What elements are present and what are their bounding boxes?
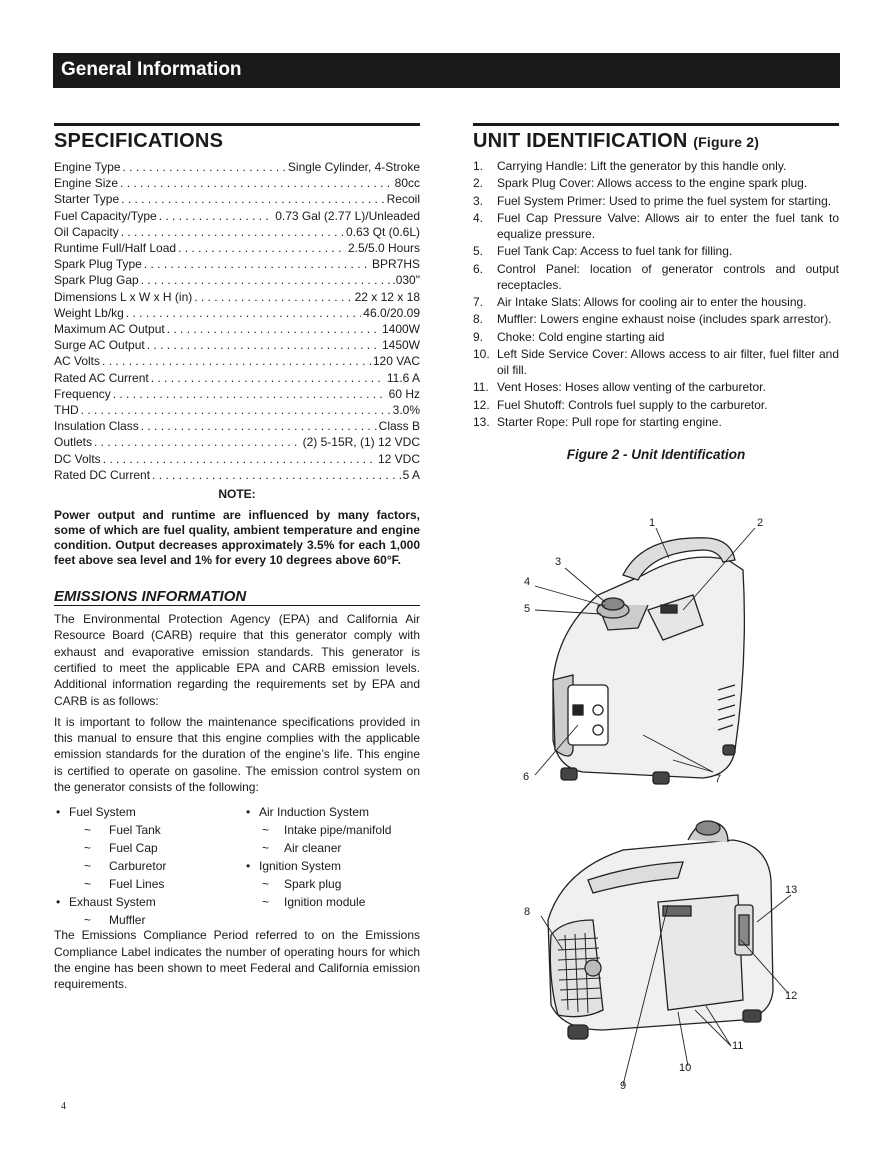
- unit-id-text: Air Intake Slats: Allows for cooling air to enter the housing.: [497, 294, 807, 309]
- spec-row: [54, 434, 420, 450]
- emission-component-item: ~ Air cleaner: [244, 839, 391, 857]
- unit-id-number: 8.: [473, 312, 484, 327]
- dot-leader: [102, 353, 371, 369]
- unit-id-text: Fuel System Primer: Used to prime the fuel system for starting.: [497, 193, 832, 208]
- figure-title: Figure 2 - Unit Identification: [566, 446, 746, 462]
- callout-12: 12: [785, 990, 798, 1002]
- unit-id-item: [473, 398, 839, 414]
- unit-id-text: Vent Hoses: Hoses allow venting of the carburetor.: [497, 380, 766, 395]
- spec-row: [54, 467, 420, 483]
- dot-leader: [81, 402, 391, 418]
- spec-row: [54, 402, 420, 418]
- unit-id-text: Fuel Tank Cap: Access to fuel tank for filling.: [497, 244, 733, 259]
- dot-leader: [167, 321, 380, 337]
- spec-label: Outlets: [54, 435, 93, 450]
- unit-id-number: 1.: [473, 159, 484, 173]
- spec-label: Rated DC Current: [54, 467, 151, 482]
- spec-value: .030": [392, 273, 420, 288]
- spec-value: 0.63 Qt (0.6L): [345, 224, 420, 239]
- section-banner: [53, 53, 840, 88]
- spec-label: Runtime Full/Half Load: [54, 241, 177, 256]
- dot-leader: [103, 451, 376, 467]
- unit-id-item: [473, 347, 839, 379]
- spec-label: DC Volts: [54, 451, 101, 466]
- emission-list-col-1: [54, 803, 244, 929]
- spec-value: 60 Hz: [388, 386, 420, 401]
- emission-component-item: ~ Ignition module: [244, 893, 391, 911]
- unit-id-text: Left Side Service Cover: Allows access to air filter, fuel filter and oil fill.: [497, 347, 839, 377]
- unit-id-heading-figure-ref: (Figure 2): [693, 134, 760, 150]
- generator-illustration: [473, 510, 839, 1100]
- callout-1: 1: [649, 517, 656, 529]
- unit-identification-list: [473, 159, 839, 431]
- spec-label: Starter Type: [54, 192, 120, 207]
- right-column: [473, 123, 839, 462]
- dot-leader: [194, 289, 352, 305]
- spec-label: Dimensions L x W x H (in): [54, 289, 193, 304]
- unit-id-item: [473, 159, 839, 175]
- spec-row: [54, 418, 420, 434]
- emission-component-item: ~ Fuel Tank: [54, 821, 244, 839]
- unit-id-text: Control Panel: location of generator controls and output receptacles.: [497, 261, 839, 292]
- spec-value: 3.0%: [392, 403, 420, 418]
- spec-label: Engine Type: [54, 160, 121, 174]
- spec-value: Recoil: [386, 192, 420, 207]
- spec-value: 12 VDC: [377, 451, 420, 466]
- spec-row: [54, 224, 420, 240]
- dot-leader: [121, 224, 344, 240]
- spec-value: 80cc: [394, 176, 420, 191]
- unit-id-number: 10.: [473, 347, 490, 362]
- spec-list: [54, 159, 420, 483]
- unit-id-item: [473, 330, 839, 346]
- dot-leader: [94, 434, 301, 450]
- dot-leader: [113, 386, 387, 402]
- page-number: 4: [61, 1101, 66, 1112]
- section-title: General Information: [61, 59, 242, 80]
- spec-row: [54, 272, 420, 288]
- unit-id-item: [473, 262, 839, 294]
- emissions-paragraph-1: The Environmental Protection Agency (EPA) and California Air Resource Board (CARB) require that this generator comply with exhaust and evaporative emission standards. This generator is certified to meet the applicable EPA and CARB emission levels. Additional information regarding the requirements set by EPA and CARB is as follows:: [54, 612, 420, 708]
- dot-leader: [151, 370, 385, 386]
- dot-leader: [120, 175, 393, 191]
- spec-value: 120 VAC: [372, 354, 420, 369]
- spec-row: [54, 256, 420, 272]
- unit-id-text: Fuel Shutoff: Controls fuel supply to the carburetor.: [497, 397, 768, 412]
- emission-list-col-2: [244, 803, 391, 929]
- spec-row: [54, 159, 420, 175]
- dot-leader: [147, 337, 380, 353]
- callout-4: 4: [524, 576, 531, 588]
- note-title: NOTE:: [218, 487, 256, 502]
- emissions-paragraph-3: The Emissions Compliance Period referred to on the Emissions Compliance Label indicates the number of operating hours for which the engine has been shown to meet Federal and California emission requirements.: [54, 928, 420, 992]
- spec-value: 46.0/20.09: [363, 305, 420, 320]
- dot-leader: [152, 467, 401, 483]
- unit-id-number: 5.: [473, 244, 484, 259]
- spec-value: 5 A: [402, 467, 420, 482]
- unit-id-text: Choke: Cold engine starting aid: [497, 329, 665, 344]
- spec-label: Insulation Class: [54, 419, 139, 434]
- callout-2: 2: [757, 517, 764, 529]
- unit-id-heading-text: UNIT IDENTIFICATION: [473, 130, 688, 152]
- dot-leader: [126, 305, 361, 321]
- note-body: Power output and runtime are influenced by many factors, some of which are fuel quality, ambient temperature and engine condition. Output decreases approximately 3.5% for each 1,000 feet above sea level and 1% for every 10 degrees above 60°F.: [54, 508, 420, 568]
- unit-id-number: 6.: [473, 261, 484, 276]
- dot-leader: [141, 418, 377, 434]
- specifications-heading: SPECIFICATIONS: [54, 130, 224, 152]
- spec-row: [54, 289, 420, 305]
- spec-label: Surge AC Output: [54, 338, 145, 353]
- spec-label: Maximum AC Output: [54, 322, 165, 337]
- unit-id-item: [473, 295, 839, 311]
- spec-value: (2) 5-15R, (1) 12 VDC: [302, 435, 420, 450]
- spec-value: BPR7HS: [371, 257, 420, 272]
- spec-row: [54, 175, 420, 191]
- spec-value: 22 x 12 x 18: [354, 289, 420, 304]
- unit-id-number: 3.: [473, 193, 484, 208]
- callout-5: 5: [524, 603, 531, 615]
- spec-label: AC Volts: [54, 354, 101, 369]
- unit-id-number: 9.: [473, 329, 484, 344]
- spec-label: Frequency: [54, 386, 111, 401]
- emission-component-item: ~ Fuel Cap: [54, 839, 244, 857]
- unit-id-item: [473, 380, 839, 396]
- unit-id-text: Carrying Handle: Lift the generator by this handle only.: [497, 159, 787, 173]
- emission-component-item: ~ Carburetor: [54, 857, 244, 875]
- callout-6: 6: [523, 771, 530, 783]
- unit-id-item: [473, 176, 839, 192]
- callout-8: 8: [524, 906, 531, 918]
- dot-leader: [178, 240, 346, 256]
- spec-row: [54, 353, 420, 369]
- unit-id-number: 12.: [473, 397, 490, 412]
- spec-value: 1400W: [381, 322, 420, 337]
- left-column: [54, 123, 420, 998]
- unit-id-item: [473, 244, 839, 260]
- spec-row: [54, 191, 420, 207]
- spec-value: Single Cylinder, 4-Stroke: [287, 160, 420, 174]
- callout-3: 3: [555, 556, 562, 568]
- unit-id-item: [473, 415, 839, 431]
- emission-component-item: ~ Spark plug: [244, 875, 391, 893]
- callout-11: 11: [732, 1040, 744, 1052]
- heading-rule: [54, 123, 420, 126]
- unit-id-number: 13.: [473, 415, 490, 430]
- dot-leader: [123, 159, 286, 175]
- emission-component-item: ~ Intake pipe/manifold: [244, 821, 391, 839]
- spec-label: Oil Capacity: [54, 224, 119, 239]
- spec-label: Fuel Capacity/Type: [54, 208, 157, 223]
- spec-value: Class B: [378, 419, 420, 434]
- spec-value: 11.6 A: [386, 370, 420, 385]
- emission-component-item: ~ Fuel Lines: [54, 875, 244, 893]
- emission-system-item: • Exhaust System: [54, 893, 244, 911]
- emissions-paragraph-2: It is important to follow the maintenance specifications provided in this manual to ensure that this engine complies with the applicable emission standards for the duration of the engine’s life. This engine is certified to operate on gasoline. The emission control system on the generator consists of the following:: [54, 714, 420, 795]
- spec-label: Weight Lb/kg: [54, 305, 124, 320]
- unit-id-item: [473, 312, 839, 328]
- unit-id-number: 2.: [473, 176, 484, 191]
- emission-component-item: ~ Muffler: [54, 911, 244, 929]
- spec-row: [54, 321, 420, 337]
- emission-system-item: • Fuel System: [54, 803, 244, 821]
- emissions-heading: EMISSIONS INFORMATION: [54, 588, 247, 606]
- spec-label: Spark Plug Type: [54, 257, 142, 272]
- spec-label: Engine Size: [54, 176, 119, 191]
- emissions-rule: [54, 605, 420, 606]
- unit-id-number: 7.: [473, 294, 484, 309]
- spec-row: [54, 305, 420, 321]
- unit-id-text: Muffler: Lowers engine exhaust noise (includes spark arrestor).: [497, 312, 832, 327]
- spec-row: [54, 386, 420, 402]
- spec-value: 1450W: [381, 338, 420, 353]
- spec-row: [54, 370, 420, 386]
- callout-7: 7: [715, 773, 722, 785]
- unit-id-text: Starter Rope: Pull rope for starting engine.: [497, 415, 722, 430]
- unit-identification-heading: [473, 130, 839, 153]
- spec-row: [54, 208, 420, 224]
- spec-value: 0.73 Gal (2.77 L)/Unleaded: [275, 208, 420, 223]
- spec-label: THD: [54, 403, 79, 418]
- emission-system-item: • Air Induction System: [244, 803, 391, 821]
- dot-leader: [141, 272, 391, 288]
- unit-id-number: 4.: [473, 211, 484, 226]
- unit-id-number: 11.: [473, 380, 489, 395]
- spec-row: [54, 337, 420, 353]
- unit-id-text: Spark Plug Cover: Allows access to the engine spark plug.: [497, 176, 808, 191]
- heading-rule: [473, 123, 839, 126]
- unit-id-text: Fuel Cap Pressure Valve: Allows air to enter the fuel tank to equalize pressure.: [497, 211, 839, 241]
- spec-label: Spark Plug Gap: [54, 273, 139, 288]
- callout-13: 13: [785, 884, 798, 896]
- callout-9: 9: [620, 1080, 627, 1092]
- emission-systems-list: [54, 803, 420, 929]
- spec-row: [54, 451, 420, 467]
- dot-leader: [159, 208, 274, 224]
- dot-leader: [144, 256, 370, 272]
- spec-value: 2.5/5.0 Hours: [347, 241, 420, 256]
- callout-10: 10: [679, 1062, 692, 1074]
- spec-label: Rated AC Current: [54, 370, 149, 385]
- spec-row: [54, 240, 420, 256]
- emission-system-item: • Ignition System: [244, 857, 391, 875]
- unit-identification-figure: [473, 510, 839, 1100]
- unit-id-item: [473, 211, 839, 243]
- dot-leader: [121, 191, 384, 207]
- unit-id-item: [473, 194, 839, 210]
